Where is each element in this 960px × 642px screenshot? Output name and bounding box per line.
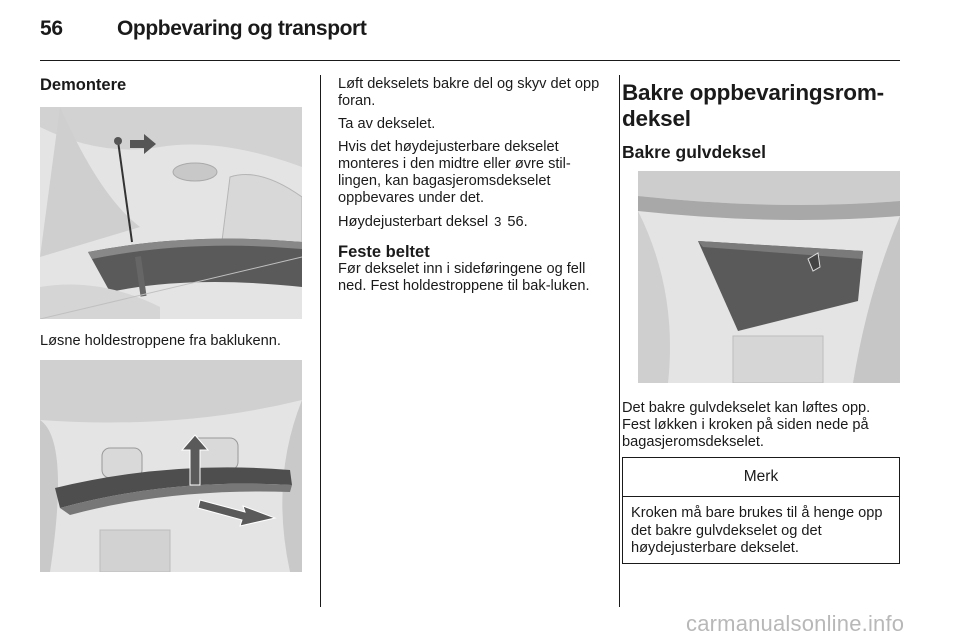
illustration-cover-straps [40,107,302,319]
column-1 [40,77,310,94]
floor-cover-text [622,400,902,457]
paragraph-floor-cover: Det bakre gulvdekselet kan løftes opp. Fest løkken i kroken på siden nede på bagasjeromsdekselet. [622,400,871,450]
illustration-floor-cover [638,171,900,383]
figure-cover-straps [40,107,302,319]
column-2 [338,76,603,301]
header-divider [40,60,900,61]
paragraph-remove-cover: Ta av dekselet. [338,116,436,132]
column-divider-1 [320,75,321,607]
figure-floor-cover [638,171,900,383]
note-box [622,457,900,564]
caption-loosen-straps: Løsne holdestroppene fra baklukenn. [40,333,281,349]
watermark: carmanualsonline.info [686,611,905,636]
note-body: Kroken må bare brukes til å henge opp det bakre gulvdekselet og det høydejusterbare dekselet. [631,505,883,556]
paragraph-fasten-belt: Før dekselet inn i sideføringene og fell ned. Fest holdestroppene til bak-luken. [338,261,590,294]
section-heading-fasten-belt: Feste beltet [338,243,430,261]
page-number: 56 [40,17,63,40]
reference-text: Høydejusterbart deksel [338,214,489,230]
illustration-remove-cover [40,360,302,572]
note-title: Merk [623,458,899,497]
figure-remove-cover [40,360,302,572]
paragraph-lift-cover: Løft dekselets bakre del og skyv det opp foran. [338,76,600,109]
section-heading-rear-storage-l2: deksel [622,106,691,131]
page-title: Oppbevaring og transport [117,17,367,40]
column-divider-2 [619,75,620,607]
paragraph-adjustable-cover: Hvis det høydejusterbare dekselet monteres i den midtre eller øvre stil-lingen, kan bagasjeromsdekselet oppbevares under det. [338,139,571,206]
cross-reference-icon: 3 [494,214,502,229]
reference-page[interactable]: 56. [507,214,528,230]
section-heading-rear-storage-l1: Bakre oppbevaringsrom- [622,80,884,105]
caption-block [40,333,315,356]
paragraph-adjustable-reference [338,213,603,231]
column-3 [622,80,902,161]
subheading-rear-floor-cover: Bakre gulvdeksel [622,142,766,162]
section-heading-remove: Demontere [40,76,127,94]
